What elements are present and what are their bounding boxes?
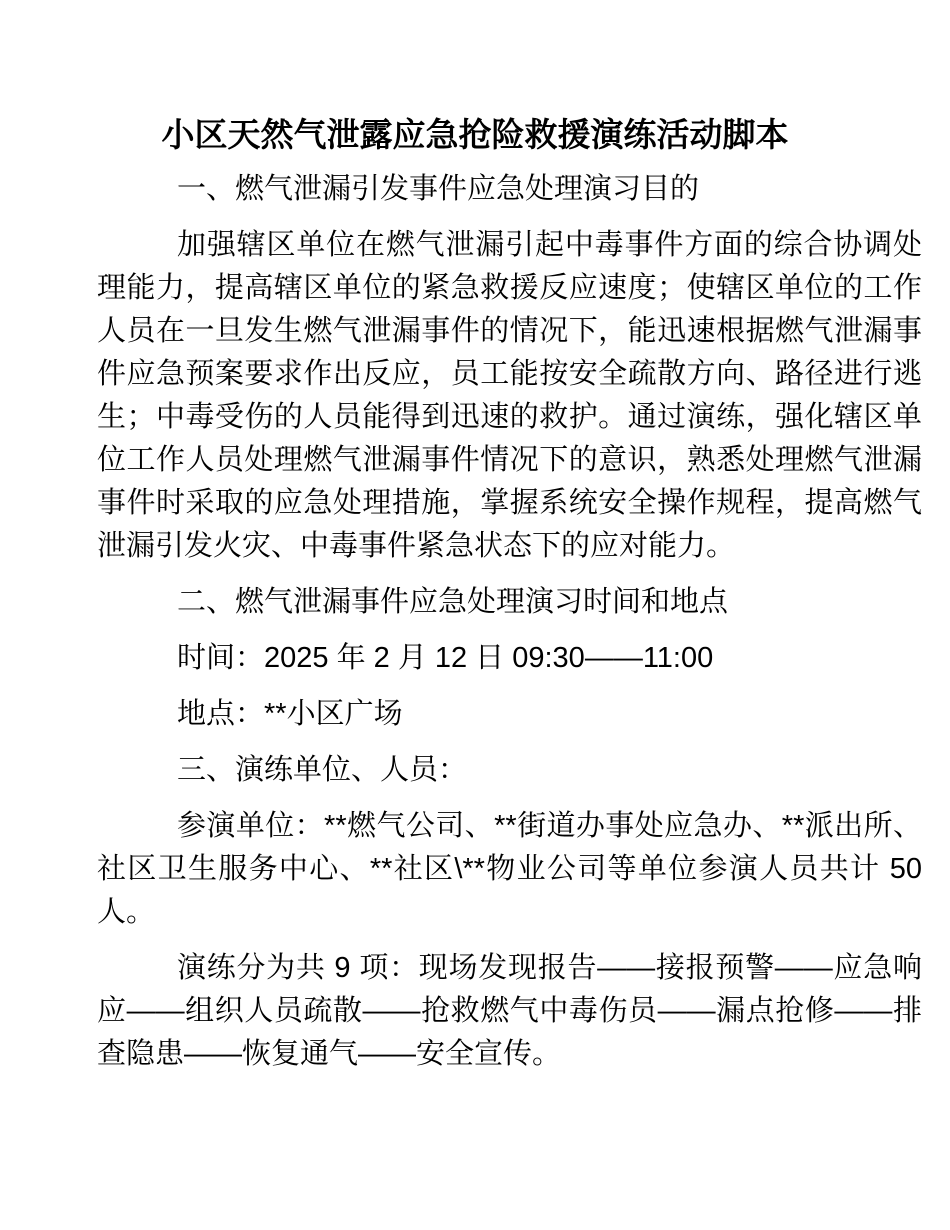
participants-paragraph: 参演单位：**燃气公司、**街道办事处应急办、**派出所、社区卫生服务中心、**社区\**物业公司等单位参演人员共计 50 人。 (97, 810, 922, 928)
document-title: 小区天然气泄露应急抢险救援演练活动脚本 (161, 116, 789, 153)
section-1-purpose-paragraph: 加强辖区单位在燃气泄漏引起中毒事件方面的综合协调处理能力，提高辖区单位的紧急救援反应速度；使辖区单位的工作人员在一旦发生燃气泄漏事件的情况下，能迅速根据燃气泄漏事件应急预案要求作出反应，员工能按安全疏散方向、路径进行逃生；中毒受伤的人员能得到迅速的救护。通过演练，强化辖区单位工作人员处理燃气泄漏事件情况下的意识，熟悉处理燃气泄漏事件时采取的应急处理措施，掌握系统安全操作规程，提高燃气泄漏引发火灾、中毒事件紧急状态下的应对能力。 (97, 229, 922, 562)
drill-location-paragraph: 地点：**小区广场 (177, 698, 403, 730)
drill-flow-paragraph: 演练分为共 9 项：现场发现报告——接报预警——应急响应——组织人员疏散——抢救燃气中毒伤员——漏点抢修——排查隐患——恢复通气——安全宣传。 (97, 952, 922, 1070)
section-1-heading: 一、燃气泄漏引发事件应急处理演习目的 (177, 173, 700, 205)
section-2-heading: 二、燃气泄漏事件应急处理演习时间和地点 (177, 586, 729, 618)
section-3-heading: 三、演练单位、人员： (177, 754, 468, 786)
drill-time-paragraph: 时间：2025 年 2 月 12 日 09:30——11:00 (177, 642, 714, 674)
